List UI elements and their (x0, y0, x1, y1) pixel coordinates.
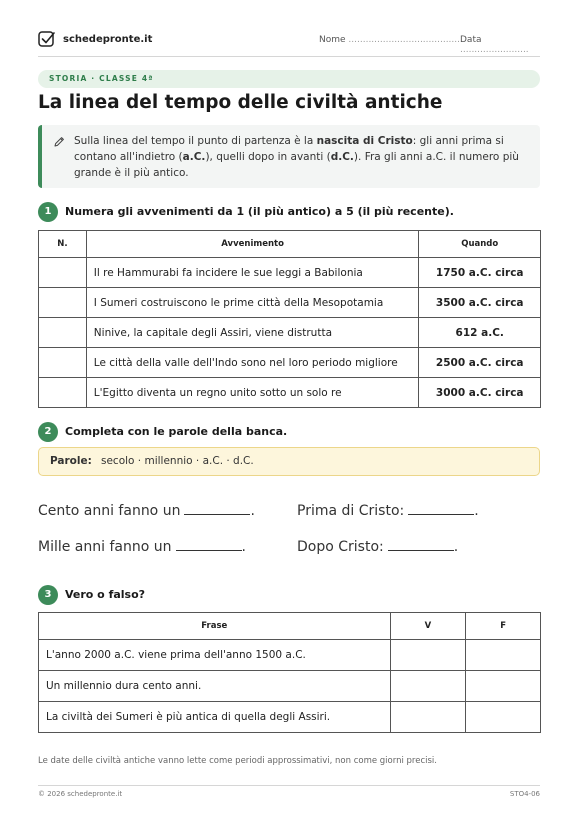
order-input-cell[interactable] (39, 378, 87, 408)
name-label: Nome (319, 35, 346, 45)
event-cell: Ninive, la capitale degli Assiri, viene distrutta (86, 318, 419, 348)
table-row (39, 671, 541, 702)
exercise-instruction: Numera gli avvenimenti da 1 (il più antico) a 5 (il più recente). (65, 205, 454, 218)
order-input-cell[interactable] (39, 318, 87, 348)
header-divider (38, 56, 540, 57)
column-header: Quando (419, 231, 541, 258)
blank-field[interactable] (408, 501, 474, 515)
word-bank (38, 447, 540, 476)
blank-field[interactable] (388, 537, 454, 551)
exercise-instruction: Completa con le parole della banca. (65, 425, 288, 438)
order-input-cell[interactable] (39, 288, 87, 318)
footnote: Le date delle civiltà antiche vanno lette come periodi approssimativi, non come giorni precisi. (38, 756, 437, 766)
column-header: V (390, 613, 466, 640)
false-answer-cell[interactable] (466, 671, 541, 702)
column-header: N. (39, 231, 87, 258)
table-row (39, 640, 541, 671)
brand-name: schedepronte.it (63, 34, 153, 45)
true-false-table (38, 612, 541, 733)
table-row (39, 348, 541, 378)
step-number: 2 (38, 422, 58, 442)
column-header: Frase (39, 613, 391, 640)
column-header: Avvenimento (86, 231, 419, 258)
step-number: 1 (38, 202, 58, 222)
table-row (39, 288, 541, 318)
column-header: F (466, 613, 541, 640)
footer-divider (38, 785, 540, 786)
date-field[interactable] (460, 35, 540, 55)
note-text: Sulla linea del tempo il punto di partenza è la nascita di Cristo: gli anni prima si contano all'indietro (a.C.), quelli dopo in avanti (d.C.). Fra gli anni a.C. il numero più grande è il più antico. (74, 135, 519, 179)
statement-cell: Un millennio dura cento anni. (39, 671, 391, 702)
false-answer-cell[interactable] (466, 640, 541, 671)
info-note (38, 125, 540, 188)
sheet-code: STO4-06 (509, 790, 540, 798)
note-accent-bar (38, 125, 42, 188)
true-answer-cell[interactable] (390, 640, 466, 671)
event-cell: Il re Hammurabi fa incidere le sue leggi a Babilonia (86, 258, 419, 288)
page-title: La linea del tempo delle civiltà antiche (38, 92, 443, 113)
statement-cell: La civiltà dei Sumeri è più antica di quella degli Assiri. (39, 702, 391, 733)
event-cell: I Sumeri costruiscono le prime città della Mesopotamia (86, 288, 419, 318)
table-row (39, 378, 541, 408)
exercise-instruction: Vero o falso? (65, 588, 146, 601)
date-cell: 1750 a.C. circa (419, 258, 541, 288)
table-row (39, 702, 541, 733)
step-number: 3 (38, 585, 58, 605)
page-header (38, 30, 540, 54)
pencil-icon (53, 136, 65, 148)
name-line: ........................................ (348, 35, 463, 45)
false-answer-cell[interactable] (466, 702, 541, 733)
event-cell: L'Egitto diventa un regno unito sotto un solo re (86, 378, 419, 408)
order-input-cell[interactable] (39, 258, 87, 288)
events-table (38, 230, 541, 408)
fill-in-item: Dopo Cristo: . (297, 539, 459, 555)
true-answer-cell[interactable] (390, 671, 466, 702)
table-row (39, 258, 541, 288)
table-header-row (39, 231, 541, 258)
copyright: © 2026 schedepronte.it (38, 790, 123, 798)
statement-cell: L'anno 2000 a.C. viene prima dell'anno 1500 a.C. (39, 640, 391, 671)
table-row (39, 318, 541, 348)
subject-label: STORIA · CLASSE 4ª (49, 74, 154, 83)
word-bank-label: Parole: (50, 455, 92, 467)
true-answer-cell[interactable] (390, 702, 466, 733)
date-line: ........................ (460, 45, 529, 55)
event-cell: Le città della valle dell'Indo sono nel loro periodo migliore (86, 348, 419, 378)
name-field[interactable] (319, 35, 463, 45)
date-cell: 3000 a.C. circa (419, 378, 541, 408)
date-cell: 3500 a.C. circa (419, 288, 541, 318)
fill-in-item: Cento anni fanno un . (38, 503, 255, 519)
blank-field[interactable] (176, 537, 242, 551)
date-cell: 2500 a.C. circa (419, 348, 541, 378)
date-cell: 612 a.C. (419, 318, 541, 348)
checkbox-logo-icon (38, 30, 56, 48)
table-header-row (39, 613, 541, 640)
date-label: Data (460, 35, 482, 45)
word-bank-words: secolo · millennio · a.C. · d.C. (101, 455, 254, 467)
blank-field[interactable] (184, 501, 250, 515)
fill-in-item: Prima di Cristo: . (297, 503, 479, 519)
order-input-cell[interactable] (39, 348, 87, 378)
subject-badge (38, 70, 540, 88)
fill-in-item: Mille anni fanno un . (38, 539, 246, 555)
